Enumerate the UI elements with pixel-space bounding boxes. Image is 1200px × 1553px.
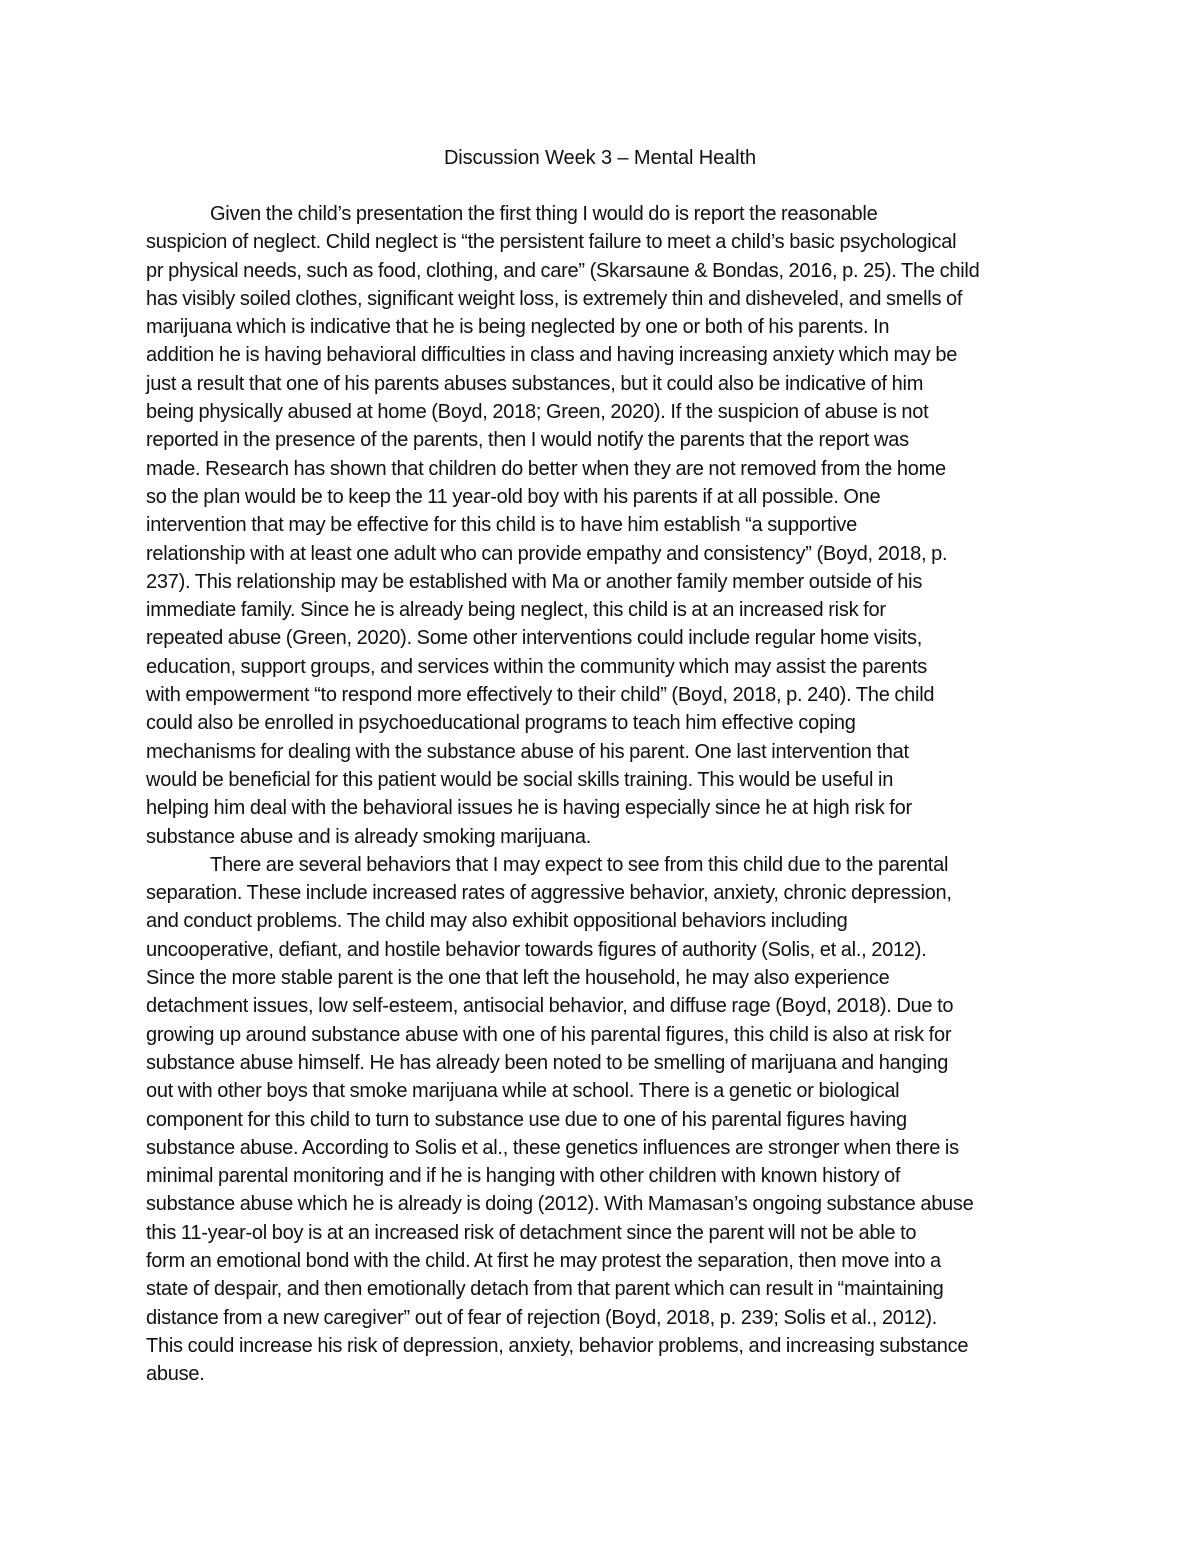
- paragraph-line: with empowerment “to respond more effectively to their child” (Boyd, 2018, p. 240). The child: [146, 684, 935, 707]
- paragraph-line: helping him deal with the behavioral issues he is having especially since he at high risk for: [146, 797, 912, 820]
- paragraph-line: abuse.: [146, 1363, 205, 1386]
- paragraph-line: 237). This relationship may be established with Ma or another family member outside of his: [146, 570, 923, 593]
- paragraph-line: so the plan would be to keep the 11 year-old boy with his parents if at all possible. One: [146, 485, 881, 508]
- paragraph-line: just a result that one of his parents abuses substances, but it could also be indicative of him: [146, 372, 924, 395]
- paragraph-line: detachment issues, low self-esteem, antisocial behavior, and diffuse rage (Boyd, 2018). Due to: [146, 995, 954, 1018]
- paragraph-line: immediate family. Since he is already being neglect, this child is at an increased risk for: [146, 599, 886, 622]
- paragraph-line: and conduct problems. The child may also exhibit oppositional behaviors including: [146, 910, 848, 933]
- paragraph-line: education, support groups, and services within the community which may assist the parents: [146, 655, 928, 678]
- paragraph-line: addition he is having behavioral difficulties in class and having increasing anxiety which may be: [146, 344, 958, 367]
- document-body: [146, 200, 1064, 1388]
- paragraph-line: could also be enrolled in psychoeducational programs to teach him effective coping: [146, 712, 856, 735]
- paragraph-line: reported in the presence of the parents, then I would notify the parents that the report was: [146, 429, 909, 452]
- paragraph-line: has visibly soiled clothes, significant weight loss, is extremely thin and disheveled, and smells of: [146, 287, 963, 310]
- paragraph-line: substance abuse. According to Solis et al., these genetics influences are stronger when there is: [146, 1136, 959, 1159]
- paragraph-line: relationship with at least one adult who can provide empathy and consistency” (Boyd, 2018, p.: [146, 542, 948, 565]
- paragraph-line: this 11-year-ol boy is at an increased risk of detachment since the parent will not be able to: [146, 1221, 917, 1244]
- paragraph-2: [146, 851, 1064, 1389]
- paragraph-1: [146, 200, 1064, 851]
- paragraph-line: pr physical needs, such as food, clothing, and care” (Skarsaune & Bondas, 2016, p. 25). The child: [146, 259, 980, 282]
- paragraph-line: There are several behaviors that I may expect to see from this child due to the parental: [210, 853, 949, 876]
- paragraph-line: distance from a new caregiver” out of fear of rejection (Boyd, 2018, p. 239; Solis et al., 2012).: [146, 1306, 938, 1329]
- paragraph-line: substance abuse himself. He has already been noted to be smelling of marijuana and hanging: [146, 1051, 949, 1074]
- paragraph-line: uncooperative, defiant, and hostile behavior towards figures of authority (Solis, et al., 2012).: [146, 938, 927, 961]
- paragraph-line: minimal parental monitoring and if he is hanging with other children with known history of: [146, 1165, 901, 1188]
- paragraph-line: form an emotional bond with the child. At first he may protest the separation, then move into a: [146, 1249, 941, 1272]
- paragraph-line: being physically abused at home (Boyd, 2018; Green, 2020). If the suspicion of abuse is not: [146, 401, 929, 424]
- paragraph-line: state of despair, and then emotionally detach from that parent which can result in “maintaining: [146, 1278, 944, 1301]
- paragraph-line: marijuana which is indicative that he is being neglected by one or both of his parents. In: [146, 316, 890, 339]
- paragraph-line: This could increase his risk of depression, anxiety, behavior problems, and increasing substance: [146, 1334, 969, 1357]
- paragraph-line: substance abuse which he is already is doing (2012). With Mamasan’s ongoing substance abuse: [146, 1193, 974, 1216]
- document-title: Discussion Week 3 – Mental Health: [443, 147, 757, 169]
- paragraph-line: substance abuse and is already smoking marijuana.: [146, 825, 592, 848]
- paragraph-line: component for this child to turn to substance use due to one of his parental figures having: [146, 1108, 907, 1131]
- paragraph-line: made. Research has shown that children do better when they are not removed from the home: [146, 457, 946, 480]
- paragraph-line: suspicion of neglect. Child neglect is “the persistent failure to meet a child’s basic psychological: [146, 231, 957, 254]
- paragraph-line: Given the child’s presentation the first thing I would do is report the reasonable: [210, 203, 878, 225]
- paragraph-line: out with other boys that smoke marijuana while at school. There is a genetic or biological: [146, 1080, 900, 1103]
- paragraph-line: repeated abuse (Green, 2020). Some other interventions could include regular home visits,: [146, 627, 923, 650]
- paragraph-line: Since the more stable parent is the one that left the household, he may also experience: [146, 967, 890, 990]
- paragraph-line: would be beneficial for this patient would be social skills training. This would be useful in: [146, 768, 894, 791]
- paragraph-line: separation. These include increased rates of aggressive behavior, anxiety, chronic depression,: [146, 882, 952, 905]
- paragraph-line: mechanisms for dealing with the substance abuse of his parent. One last intervention that: [146, 740, 909, 763]
- paragraph-line: intervention that may be effective for this child is to have him establish “a supportive: [146, 514, 858, 537]
- paragraph-line: growing up around substance abuse with one of his parental figures, this child is also at risk for: [146, 1023, 952, 1046]
